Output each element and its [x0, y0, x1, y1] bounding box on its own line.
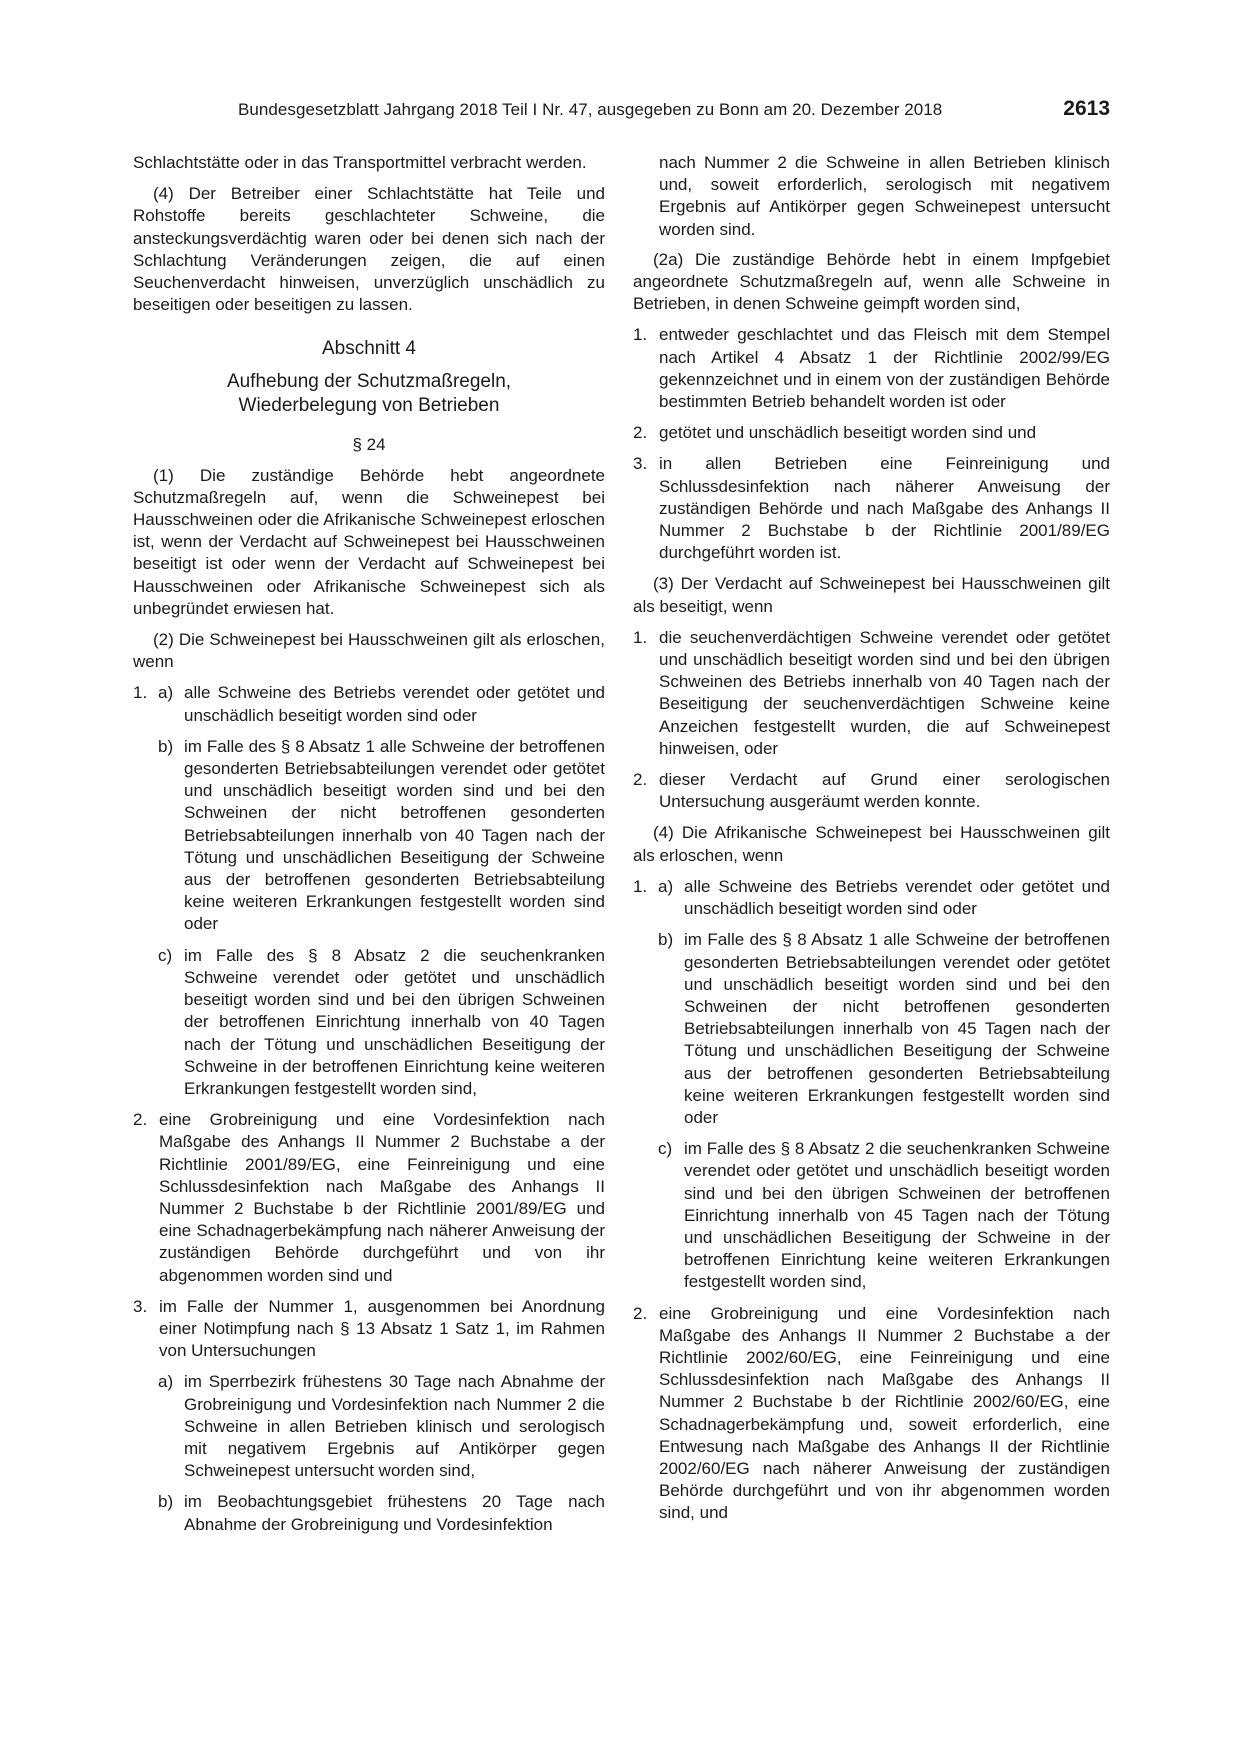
list-item-3a	[133, 1371, 605, 1482]
paragraph-2: (2) Die Schweinepest bei Hausschweinen gilt als erloschen, wenn	[133, 630, 605, 672]
list-number: 1.	[633, 627, 648, 647]
page-number: 2613	[1063, 97, 1110, 120]
section-subtitle-line-1: Aufhebung der Schutzmaßregeln,	[226, 371, 512, 393]
list-item-3b	[133, 1491, 605, 1535]
list-item-1a	[133, 682, 605, 726]
list-item-1	[633, 627, 1110, 760]
paragraph-4: (4) Der Betreiber einer Schlachtstätte hat Teile und Rohstoffe bereits geschlachteter Schweine, die ansteckungsverdächtig waren oder bei denen sich nach der Schlachtung Veränderungen zeigen, die auf einen Seuchenverdacht hinweisen, unverzüglich unschädlich zu beseitigen oder beseitigen zu lassen.	[133, 184, 605, 315]
list-item-1	[633, 324, 1110, 413]
list-item-1a	[633, 876, 1110, 920]
section-subtitle-line-2: Wiederbelegung von Betrieben	[238, 395, 500, 417]
page-header	[133, 98, 1110, 128]
list-letter: a)	[158, 1372, 174, 1392]
list-item-text: eine Grobreinigung und eine Vordesinfektion nach Maßgabe des Anhangs II Nummer 2 Buchstabe a der Richtlinie 2001/89/EG, eine Feinreinigung und eine Schlussdesinfektion nach Maßgabe des Anhangs II Nummer 2 Buchstabe b der Richtlinie 2001/89/EG und eine Schadnagerbekämpfung nach näherer Anweisung der zuständigen Behörde durchgeführt und von ihr abgenommen worden sind und	[159, 1110, 605, 1285]
list-item-text: im Falle des § 8 Absatz 2 die seuchenkranken Schweine verendet oder getötet und unschädlich beseitigt worden sind und bei den übrigen Schweinen der betroffenen Einrichtung innerhalb von 40 Tagen nach der Tötung und unschädlichen Beseitigung der Schweine in der betroffenen Einrichtung keine weiteren Erkrankungen festgestellt worden sind,	[184, 945, 605, 1098]
list-number: 1.	[633, 325, 648, 345]
list-letter: a)	[658, 876, 674, 896]
list-number: 3.	[133, 1296, 148, 1316]
list-number: 2.	[633, 770, 648, 790]
list-item-text: im Falle des § 8 Absatz 1 alle Schweine der betroffenen gesonderten Betriebsabteilungen verendet oder getötet und unschädlich beseitigt worden sind und bei den Schweinen der nicht betroffenen gesonderten Betriebsabteilungen innerhalb von 40 Tagen nach der Tötung und unschädlichen Beseitigung der Schweine aus der betroffenen gesonderten Betriebsabteilung keine weiteren Erkrankungen festgestellt worden sind oder	[184, 736, 605, 934]
list-number: 2.	[133, 1110, 148, 1130]
list-letter: c)	[158, 945, 173, 965]
list-item-text: alle Schweine des Betriebs verendet oder getötet und unschädlich beseitigt worden sind oder	[684, 876, 1110, 919]
list-item-3	[133, 1296, 605, 1363]
list-item-text: dieser Verdacht auf Grund einer serologischen Untersuchung ausgeräumt werden konnte.	[659, 770, 1110, 812]
list-item-text: im Falle des § 8 Absatz 2 die seuchenkranken Schweine verendet oder getötet und unschädlich beseitigt worden sind und bei den übrigen Schweinen der betroffenen Einrichtung innerhalb von 45 Tagen nach der Tötung und unschädlichen Beseitigung der Schweine in der betroffenen Einrichtung keine weiteren Erkrankungen festgestellt worden sind,	[684, 1139, 1110, 1292]
paragraph-sign: § 24	[352, 435, 386, 455]
list-item-text: im Falle der Nummer 1, ausgenommen bei Anordnung einer Notimpfung nach § 13 Absatz 1 Satz 1, im Rahmen von Untersuchungen	[159, 1296, 605, 1361]
list-letter: c)	[658, 1139, 673, 1159]
left-column	[133, 152, 605, 1545]
list-item-text: die seuchenverdächtigen Schweine verendet oder getötet und unschädlich beseitigt worden sind und bei den übrigen Schweinen des Betriebs innerhalb von 40 Tagen nach der Beseitigung der seuchenverdächtigen Schweine keine Anzeichen festgestellt wurden, die auf Schweinepest hinweisen, oder	[659, 627, 1110, 758]
right-column	[633, 152, 1110, 1534]
list-item-1c	[633, 1138, 1110, 1293]
list-letter: b)	[158, 1492, 174, 1512]
paragraph-4: (4) Die Afrikanische Schweinepest bei Hausschweinen gilt als erloschen, wenn	[633, 823, 1110, 865]
paragraph-continuation: Schlachtstätte oder in das Transportmittel verbracht werden.	[133, 153, 587, 172]
list-letter: b)	[658, 930, 674, 950]
paragraph-1: (1) Die zuständige Behörde hebt angeordnete Schutzmaßregeln auf, wenn die Schweinepest bei Hausschweinen oder die Afrikanische Schweinepest erloschen ist, wenn der Verdacht auf Schweinepest bei Hausschweinen beseitigt ist oder wenn der Verdacht auf Schweinepest bei Hausschweinen oder Afrikanische Schweinepest sich als unbegründet erwiesen hat.	[133, 465, 605, 618]
list-item-text: in allen Betrieben eine Feinreinigung und Schlussdesinfektion nach näherer Anweisung der zuständigen Behörde und nach Maßgabe des Anhangs II Nummer 2 Buchstabe b der Richtlinie 2001/89/EG durchgeführt worden ist.	[659, 454, 1110, 563]
list-number: 3.	[633, 454, 648, 474]
list-item-3	[633, 453, 1110, 564]
section-subtitle	[133, 370, 605, 418]
paragraph-2a: (2a) Die zuständige Behörde hebt in einem Impfgebiet angeordnete Schutzmaßregeln auf, wenn alle Schweine in Betrieben, in denen Schweine geimpft worden sind,	[633, 249, 1110, 314]
list-item-2	[633, 422, 1110, 444]
list-item-2	[633, 769, 1110, 813]
list-item-text: getötet und unschädlich beseitigt worden sind und	[659, 423, 1037, 443]
list-item-1b	[633, 929, 1110, 1129]
list-number: 1.	[633, 876, 648, 896]
list-letter: a)	[158, 683, 174, 703]
list-item-text: alle Schweine des Betriebs verendet oder getötet und unschädlich beseitigt worden sind oder	[184, 683, 605, 725]
header-title: Bundesgesetzblatt Jahrgang 2018 Teil I Nr. 47, ausgegeben zu Bonn am 20. Dezember 2018	[238, 100, 943, 119]
list-item-text: im Sperrbezirk frühestens 30 Tage nach Abnahme der Grobreinigung und Vordesinfektion nach Nummer 2 die Schweine in allen Betrieben klinisch und serologisch mit negativem Ergebnis auf Antikörper gegen Schweinepest untersucht worden sind,	[184, 1372, 605, 1481]
list-item-text: entweder geschlachtet und das Fleisch mit dem Stempel nach Artikel 4 Absatz 1 der Richtlinie 2002/99/EG gekennzeichnet und in einem von der zuständigen Behörde bestimmten Betrieb behandelt worden ist oder	[659, 325, 1110, 412]
list-number: 2.	[633, 1303, 648, 1323]
list-letter: b)	[158, 736, 174, 756]
list-item-text: im Beobachtungsgebiet frühestens 20 Tage nach Abnahme der Grobreinigung und Vordesinfektion	[184, 1492, 605, 1534]
list-item-text: im Falle des § 8 Absatz 1 alle Schweine der betroffenen gesonderten Betriebsabteilungen verendet oder getötet und unschädlich beseitigt worden sind und bei den Schweinen der nicht betroffenen gesonderten Betriebsabteilungen innerhalb von 45 Tagen nach der Tötung und unschädlichen Beseitigung der Schweine aus der betroffenen gesonderten Betriebsabteilung keine weiteren Erkrankungen festgestellt worden sind oder	[684, 930, 1110, 1127]
list-item-text: eine Grobreinigung und eine Vordesinfektion nach Maßgabe des Anhangs II Nummer 2 Buchstabe a der Richtlinie 2002/60/EG, eine Feinreinigung und eine Schlussdesinfektion nach Maßgabe des Anhangs II Nummer 2 Buchstabe b der Richtlinie 2002/60/EG, eine Schadnagerbekämpfung und, soweit erforderlich, eine Entwesung nach Maßgabe des Anhangs II der Richtlinie 2002/60/EG nach näherer Anweisung der zuständigen Behörde durchgeführt und von ihr abgenommen worden sind, und	[659, 1303, 1110, 1523]
list-item-2	[633, 1303, 1110, 1525]
list-number: 2.	[633, 423, 648, 443]
list-item-2	[133, 1109, 605, 1287]
section-title: Abschnitt 4	[322, 338, 416, 360]
list-item-1b	[133, 736, 605, 936]
list-item-1c	[133, 945, 605, 1100]
paragraph-continuation: nach Nummer 2 die Schweine in allen Betrieben klinisch und, soweit erforderlich, serologisch mit negativem Ergebnis auf Antikörper gegen Schweinepest untersucht worden sind.	[659, 153, 1110, 239]
paragraph-3: (3) Der Verdacht auf Schweinepest bei Hausschweinen gilt als beseitigt, wenn	[633, 574, 1110, 616]
list-number: 1.	[133, 683, 148, 703]
